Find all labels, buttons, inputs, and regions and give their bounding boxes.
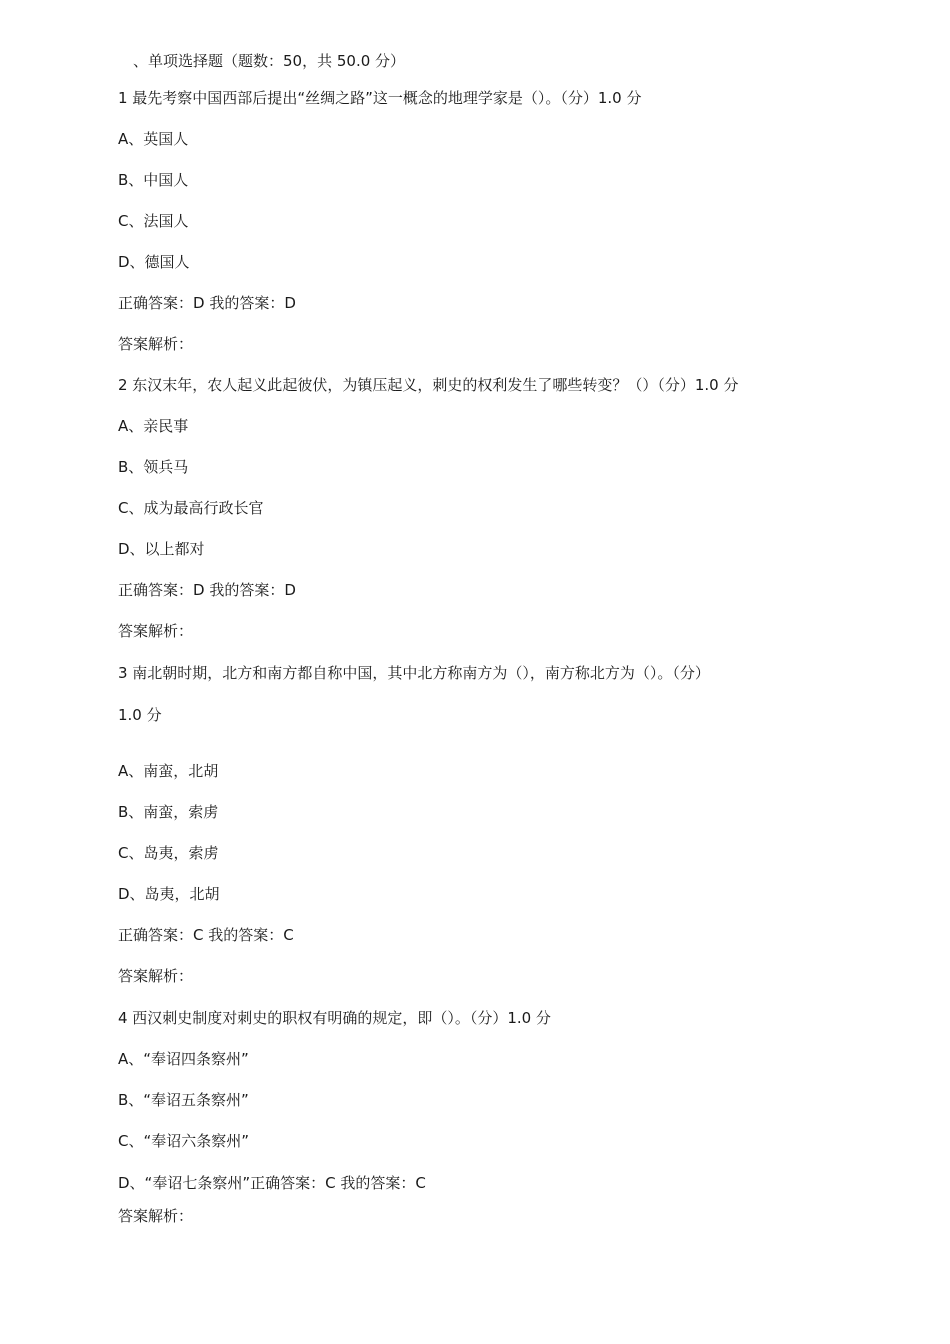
option-a: A、亲民事 bbox=[118, 417, 189, 435]
question-stem: 3 南北朝时期，北方和南方都自称中国，其中北方称南方为（），南方称北方为（）。（分） bbox=[118, 664, 710, 682]
option-d: D、以上都对 bbox=[118, 540, 205, 558]
option-b: B、南蛮，索虏 bbox=[118, 803, 219, 821]
question-stem: 1 最先考察中国西部后提出“丝绸之路”这一概念的地理学家是（）。（分）1.0 分 bbox=[118, 89, 642, 107]
option-c: C、成为最高行政长官 bbox=[118, 499, 264, 517]
option-a: A、“奉诏四条察州” bbox=[118, 1050, 249, 1068]
option-b: B、“奉诏五条察州” bbox=[118, 1091, 249, 1109]
analysis-label: 答案解析： bbox=[118, 335, 194, 353]
answer-line: 正确答案：D 我的答案：D bbox=[118, 581, 296, 599]
option-c: C、法国人 bbox=[118, 212, 189, 230]
option-a: A、英国人 bbox=[118, 130, 189, 148]
analysis-label: 答案解析： bbox=[118, 1207, 194, 1225]
section-title: 、单项选择题（题数：50，共 50.0 分） bbox=[133, 52, 406, 70]
answer-line: 正确答案：D 我的答案：D bbox=[118, 294, 296, 312]
option-b: B、领兵马 bbox=[118, 458, 189, 476]
option-d: D、岛夷，北胡 bbox=[118, 885, 220, 903]
option-a: A、南蛮，北胡 bbox=[118, 762, 219, 780]
question-stem: 4 西汉刺史制度对刺史的职权有明确的规定，即（）。（分）1.0 分 bbox=[118, 1009, 551, 1027]
question-stem-continued: 1.0 分 bbox=[118, 706, 162, 724]
option-d: D、德国人 bbox=[118, 253, 190, 271]
option-c: C、岛夷，索虏 bbox=[118, 844, 219, 862]
option-d-with-answer: D、“奉诏七条察州”正确答案：C 我的答案：C bbox=[118, 1174, 426, 1192]
question-stem: 2 东汉末年，农人起义此起彼伏，为镇压起义，刺史的权利发生了哪些转变？（）（分）1.0 分 bbox=[118, 376, 739, 394]
analysis-label: 答案解析： bbox=[118, 622, 194, 640]
option-c: C、“奉诏六条察州” bbox=[118, 1132, 250, 1150]
answer-line: 正确答案：C 我的答案：C bbox=[118, 926, 294, 944]
analysis-label: 答案解析： bbox=[118, 967, 194, 985]
option-b: B、中国人 bbox=[118, 171, 189, 189]
